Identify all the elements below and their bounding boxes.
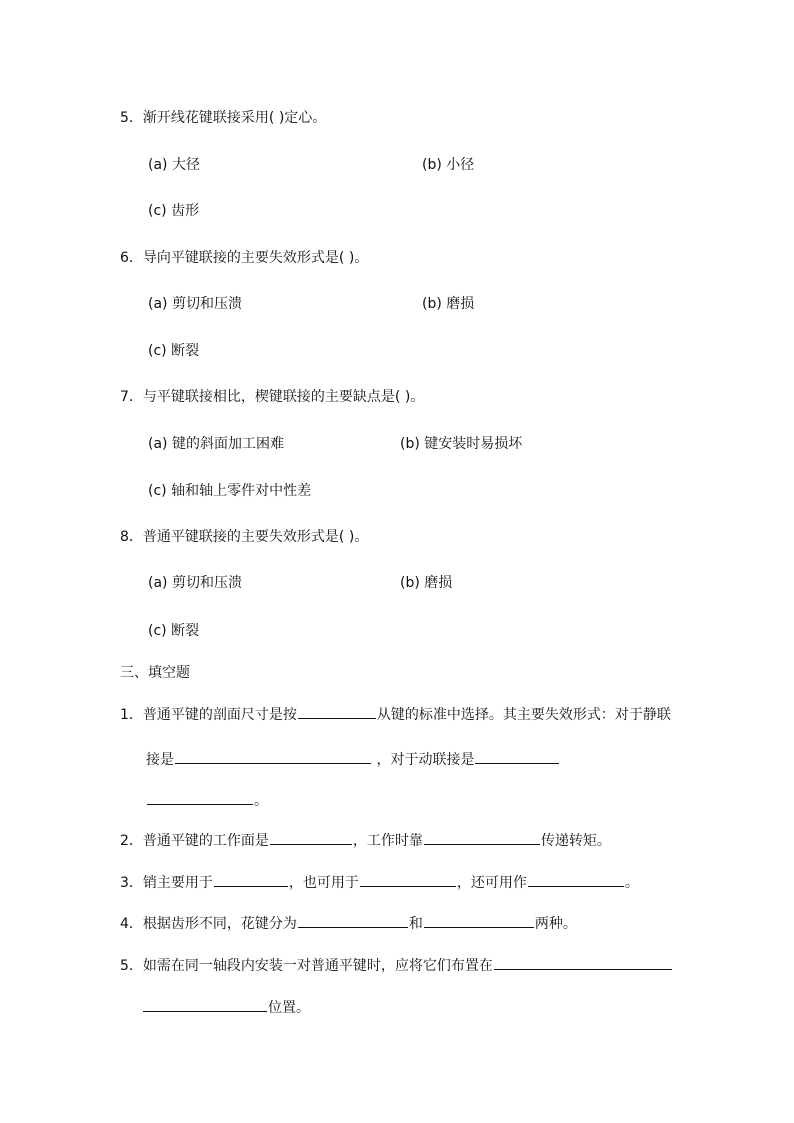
fill-2-text-3: 传递转矩。 (540, 833, 611, 849)
fill-1-blank-3[interactable] (475, 749, 559, 764)
question-7-option-c: (c) 轴和轴上零件对中性差 (148, 483, 312, 499)
fill-2-blank-2[interactable] (424, 830, 540, 845)
fill-2-text-1: 2．普通平键的工作面是 (120, 833, 269, 849)
fill-4-text-3: 两种。 (534, 916, 577, 932)
question-6-option-a: (a) 剪切和压溃 (148, 296, 242, 312)
fill-2-blank-1[interactable] (270, 830, 352, 845)
question-6-stem: 6．导向平键联接的主要失效形式是( )。 (120, 250, 369, 266)
fill-5-blank-1[interactable] (494, 955, 672, 970)
fill-4-text-2: 和 (408, 916, 423, 932)
question-5-option-b: (b) 小径 (422, 157, 475, 173)
fill-3-text-2: ，也可用于 (288, 875, 359, 891)
question-8-option-c: (c) 断裂 (148, 623, 200, 639)
question-7-option-a: (a) 键的斜面加工困难 (148, 436, 284, 452)
fill-1-text-5: 。 (254, 793, 268, 809)
fill-3-line (120, 872, 639, 892)
fill-1-text-4: ，对于动联接是 (376, 752, 475, 768)
fill-3-blank-2[interactable] (360, 872, 456, 887)
question-7-stem: 7．与平键联接相比，楔键联接的主要缺点是( )。 (120, 389, 425, 405)
fill-5-line-2 (142, 997, 310, 1017)
fill-4-text-1: 4．根据齿形不同，花键分为 (120, 916, 297, 932)
fill-5-text-2: 位置。 (268, 1000, 310, 1016)
fill-1-line-1 (120, 704, 671, 724)
fill-4-blank-1[interactable] (298, 913, 408, 928)
section-title: 三、填空题 (120, 665, 190, 681)
fill-1-blank-4[interactable] (147, 790, 253, 805)
fill-1-blank-1[interactable] (298, 704, 376, 719)
question-6-option-c: (c) 断裂 (148, 343, 200, 359)
fill-2-text-2: ，工作时靠 (352, 833, 423, 849)
fill-1-text-1: 1．普通平键的剖面尺寸是按 (120, 707, 297, 723)
fill-4-line (120, 913, 577, 933)
fill-3-text-4: 。 (624, 875, 639, 891)
fill-3-text-1: 3．销主要用于 (120, 875, 213, 891)
fill-5-text-1: 5．如需在同一轴段内安装一对普通平键时，应将它们布置在 (120, 958, 493, 974)
fill-5-line-1 (120, 955, 673, 975)
fill-5-blank-2[interactable] (143, 997, 267, 1012)
question-5-option-a: (a) 大径 (148, 157, 200, 173)
fill-3-blank-3[interactable] (528, 872, 624, 887)
question-6-option-b: (b) 磨损 (422, 296, 475, 312)
question-8-option-b: (b) 磨损 (400, 575, 453, 591)
fill-1-line-2 (146, 749, 560, 769)
fill-4-blank-2[interactable] (424, 913, 534, 928)
question-7-option-b: (b) 键安装时易损坏 (400, 436, 523, 452)
fill-1-line-3 (146, 790, 268, 810)
fill-1-text-3: 接是 (146, 752, 174, 768)
question-8-stem: 8．普通平键联接的主要失效形式是( )。 (120, 529, 369, 545)
fill-1-blank-2[interactable] (175, 749, 371, 764)
question-5-option-c: (c) 齿形 (148, 203, 200, 219)
fill-1-text-2: 从键的标准中选择。其主要失效形式：对于静联 (376, 707, 671, 723)
fill-3-text-3: ，还可用作 (456, 875, 527, 891)
question-5-stem: 5．渐开线花键联接采用( )定心。 (120, 110, 327, 126)
question-8-option-a: (a) 剪切和压溃 (148, 575, 242, 591)
fill-2-line (120, 830, 611, 850)
fill-3-blank-1[interactable] (214, 872, 288, 887)
